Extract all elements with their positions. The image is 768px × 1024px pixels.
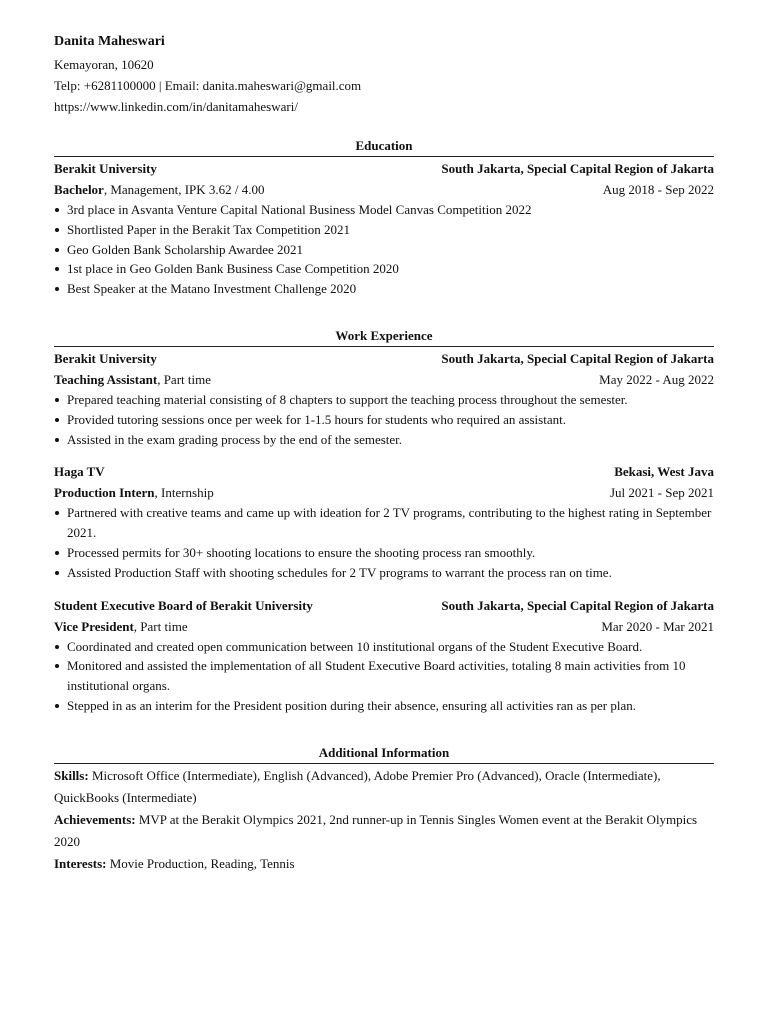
job-bullets — [54, 503, 714, 582]
list-item: Prepared teaching material consisting of 8 chapters to support the teaching process throughout the semester. — [54, 390, 714, 410]
achievements-text: MVP at the Berakit Olympics 2021, 2nd runner-up in Tennis Singles Women event at the Berakit Olympics 2020 — [54, 811, 698, 849]
job-type: , Internship — [154, 485, 214, 501]
degree-title: Bachelor — [54, 182, 104, 197]
degree-detail: , Management, IPK 3.62 / 4.00 — [103, 182, 265, 197]
interests-label: Interests: — [54, 855, 107, 871]
work-section — [54, 327, 714, 716]
resume-page — [54, 32, 714, 875]
linkedin-link[interactable]: https://www.linkedin.com/in/danitamaheswari/ — [54, 99, 298, 114]
job-dates: Jul 2021 - Sep 2021 — [610, 485, 714, 501]
skills-line — [54, 765, 714, 809]
job-role-line — [54, 616, 188, 637]
list-item: Assisted in the exam grading process by the end of the semester. — [54, 430, 714, 450]
list-item: Provided tutoring sessions once per week for 1-1.5 hours for students who required an assistant. — [54, 410, 714, 430]
job-org: Berakit University — [54, 350, 157, 366]
education-achievements — [54, 200, 714, 299]
list-item: Best Speaker at the Matano Investment Challenge 2020 — [54, 279, 714, 299]
job-org-row — [54, 461, 714, 482]
section-title-additional: Additional Information — [54, 744, 714, 764]
address-line: Kemayoran, 10620 — [54, 57, 154, 72]
list-item: Geo Golden Bank Scholarship Awardee 2021 — [54, 240, 714, 260]
resume-header — [54, 32, 714, 117]
job-location: South Jakarta, Special Capital Region of Jakarta — [441, 597, 714, 613]
achievements-label: Achievements: — [54, 811, 136, 827]
list-item: Stepped in as an interim for the President position during their absence, ensuring all activities ran as per plan. — [54, 696, 714, 716]
education-degree-row — [54, 179, 714, 200]
job-role: Production Intern — [54, 485, 155, 501]
education-dates: Aug 2018 - Sep 2022 — [602, 182, 714, 197]
school-name: Berakit University — [54, 161, 157, 176]
section-title-education: Education — [54, 137, 714, 157]
interests-line — [54, 853, 714, 875]
job-type: , Part time — [157, 371, 211, 387]
job-org: Student Executive Board of Berakit University — [54, 597, 313, 613]
education-section — [54, 137, 714, 299]
job-role-row — [54, 616, 714, 637]
job-dates: Mar 2020 - Mar 2021 — [601, 618, 714, 634]
list-item: 3rd place in Asvanta Venture Capital National Business Model Canvas Competition 2022 — [54, 200, 714, 220]
job-dates: May 2022 - Aug 2022 — [599, 371, 714, 387]
education-org-row — [54, 158, 714, 179]
list-item: Partnered with creative teams and came up with ideation for 2 TV programs, contributing to the highest rating in September 2021. — [54, 503, 714, 543]
job-role: Teaching Assistant — [54, 371, 158, 387]
job-bullets — [54, 637, 714, 716]
section-title-work: Work Experience — [54, 327, 714, 347]
list-item: 1st place in Geo Golden Bank Business Case Competition 2020 — [54, 259, 714, 279]
contact-line: Telp: +6281100000 | Email: danita.maheswari@gmail.com — [54, 78, 362, 93]
job-org-row — [54, 348, 714, 369]
skills-text: Microsoft Office (Intermediate), English (Advanced), Adobe Premier Pro (Advanced), Oracle (Intermediate), QuickBooks (Intermediate) — [54, 767, 661, 805]
additional-section — [54, 744, 714, 875]
job-org: Haga TV — [54, 464, 105, 480]
interests-text: Movie Production, Reading, Tennis — [106, 855, 295, 871]
job-role-line — [54, 369, 211, 390]
list-item: Assisted Production Staff with shooting schedules for 2 TV programs to warrant the process ran on time. — [54, 563, 714, 583]
candidate-name: Danita Maheswari — [54, 34, 165, 49]
list-item: Monitored and assisted the implementation of all Student Executive Board activities, totaling 8 main activities from 10 institutional organs. — [54, 656, 714, 696]
job-entry — [54, 461, 714, 582]
list-item: Coordinated and created open communication between 10 institutional organs of the Student Executive Board. — [54, 637, 714, 657]
job-bullets — [54, 390, 714, 449]
job-org-row — [54, 595, 714, 616]
list-item: Shortlisted Paper in the Berakit Tax Competition 2021 — [54, 220, 714, 240]
achievements-line — [54, 809, 714, 853]
job-role: Vice President — [54, 618, 134, 634]
skills-label: Skills: — [54, 767, 89, 783]
list-item: Processed permits for 30+ shooting locations to ensure the shooting process ran smoothly. — [54, 543, 714, 563]
job-entry — [54, 348, 714, 449]
job-location: Bekasi, West Java — [614, 464, 714, 480]
job-entry — [54, 595, 714, 716]
degree-line — [54, 179, 265, 200]
job-location: South Jakarta, Special Capital Region of Jakarta — [441, 350, 714, 366]
job-role-row — [54, 482, 714, 503]
school-location: South Jakarta, Special Capital Region of Jakarta — [441, 161, 714, 176]
job-type: , Part time — [133, 618, 188, 634]
job-role-row — [54, 369, 714, 390]
job-role-line — [54, 482, 214, 503]
